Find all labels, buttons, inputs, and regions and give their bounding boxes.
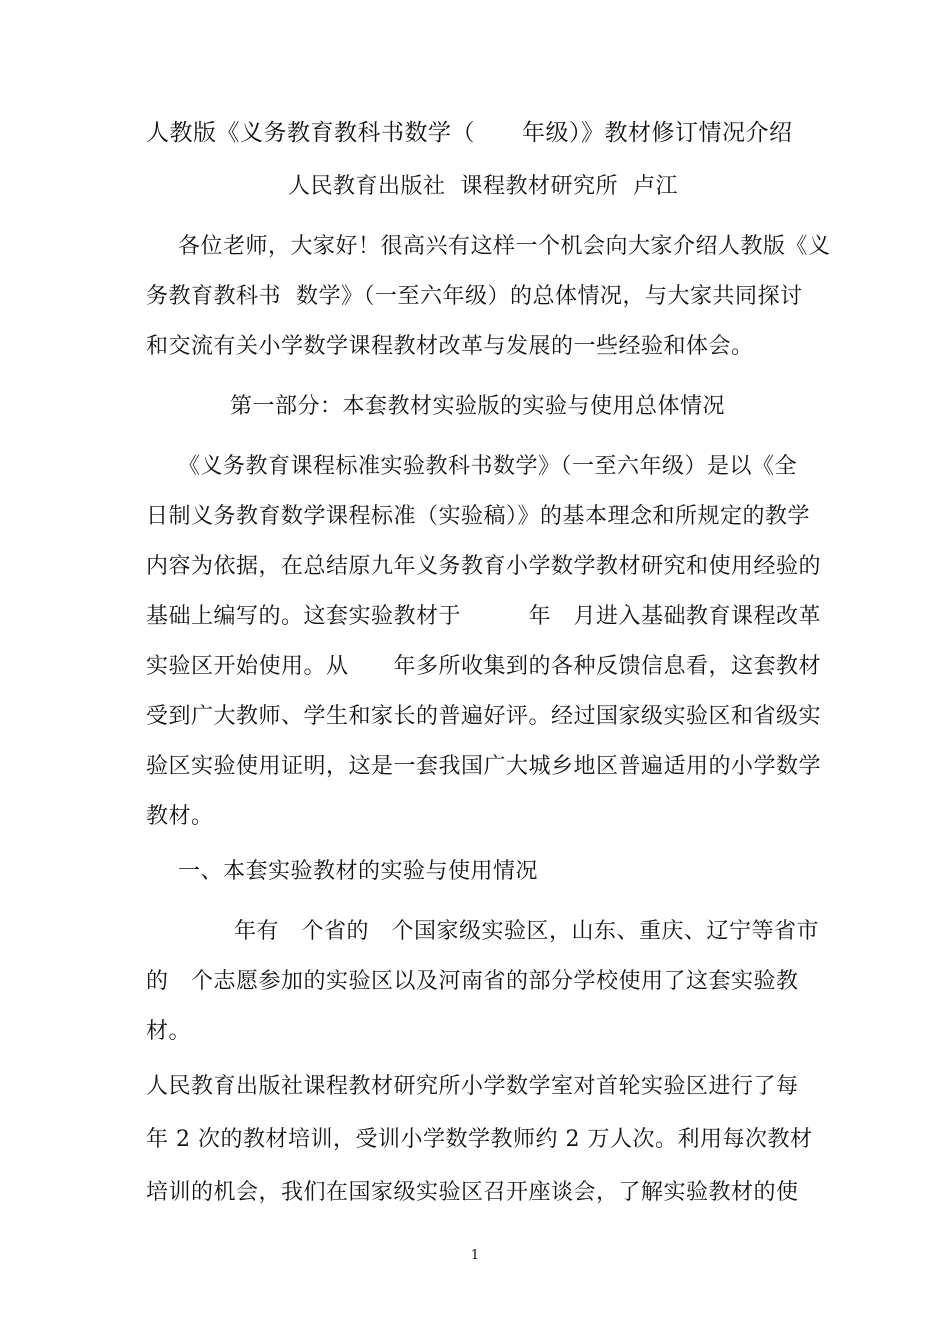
paragraph-line: 材。 <box>146 1019 192 1044</box>
paragraph-line: 内容为依据，在总结原九年义务教育小学数学教材研究和使用经验的 <box>146 554 822 579</box>
intro-line: 和交流有关小学数学课程教材改革与发展的一些经验和体会。 <box>146 334 754 359</box>
paragraph-line: 受到广大教师、学生和家长的普遍好评。经过国家级实验区和省级实 <box>146 704 822 729</box>
page-number: 1 <box>470 1248 480 1263</box>
paragraph-line: 培训的机会，我们在国家级实验区召开座谈会，了解实验教材的使 <box>146 1180 799 1205</box>
paragraph-line: 人民教育出版社课程教材研究所小学数学室对首轮实验区进行了每 <box>146 1074 799 1099</box>
paragraph-line: 基础上编写的。这套实验教材于 年 月进入基础教育课程改革 <box>146 604 822 629</box>
document-title: 人教版《义务教育教科书数学（ 年级）》教材修订情况介绍 <box>146 120 793 146</box>
intro-line: 各位老师，大家好！很高兴有这样一个机会向大家介绍人教版《义 <box>178 234 831 259</box>
paragraph-line: 教材。 <box>146 804 214 829</box>
part-heading: 第一部分：本套教材实验版的实验与使用总体情况 <box>230 394 726 419</box>
paragraph-line: 的 个志愿参加的实验区以及河南省的部分学校使用了这套实验教 <box>146 969 799 994</box>
section-heading: 一、本套实验教材的实验与使用情况 <box>178 859 539 884</box>
paragraph-line: 实验区开始使用。从 年多所收集到的各种反馈信息看，这套教材 <box>146 654 822 679</box>
author-line: 人民教育出版社 课程教材研究所 卢江 <box>288 174 678 199</box>
paragraph-line: 《义务教育课程标准实验教科书数学》（一至六年级）是以《全 <box>178 454 798 479</box>
paragraph-line: 年有 个省的 个国家级实验区，山东、重庆、辽宁等省市 <box>189 919 820 944</box>
intro-line: 务教育教科书 数学》（一至六年级）的总体情况，与大家共同探讨 <box>146 284 803 309</box>
paragraph-line: 日制义务教育数学课程标准（实验稿）》的基本理念和所规定的教学 <box>146 504 811 529</box>
paragraph-line: 年 2 次的教材培训，受训小学数学教师约 2 万人次。利用每次教材 <box>146 1127 813 1152</box>
paragraph-line: 验区实验使用证明，这是一套我国广大城乡地区普遍适用的小学数学 <box>146 754 822 779</box>
